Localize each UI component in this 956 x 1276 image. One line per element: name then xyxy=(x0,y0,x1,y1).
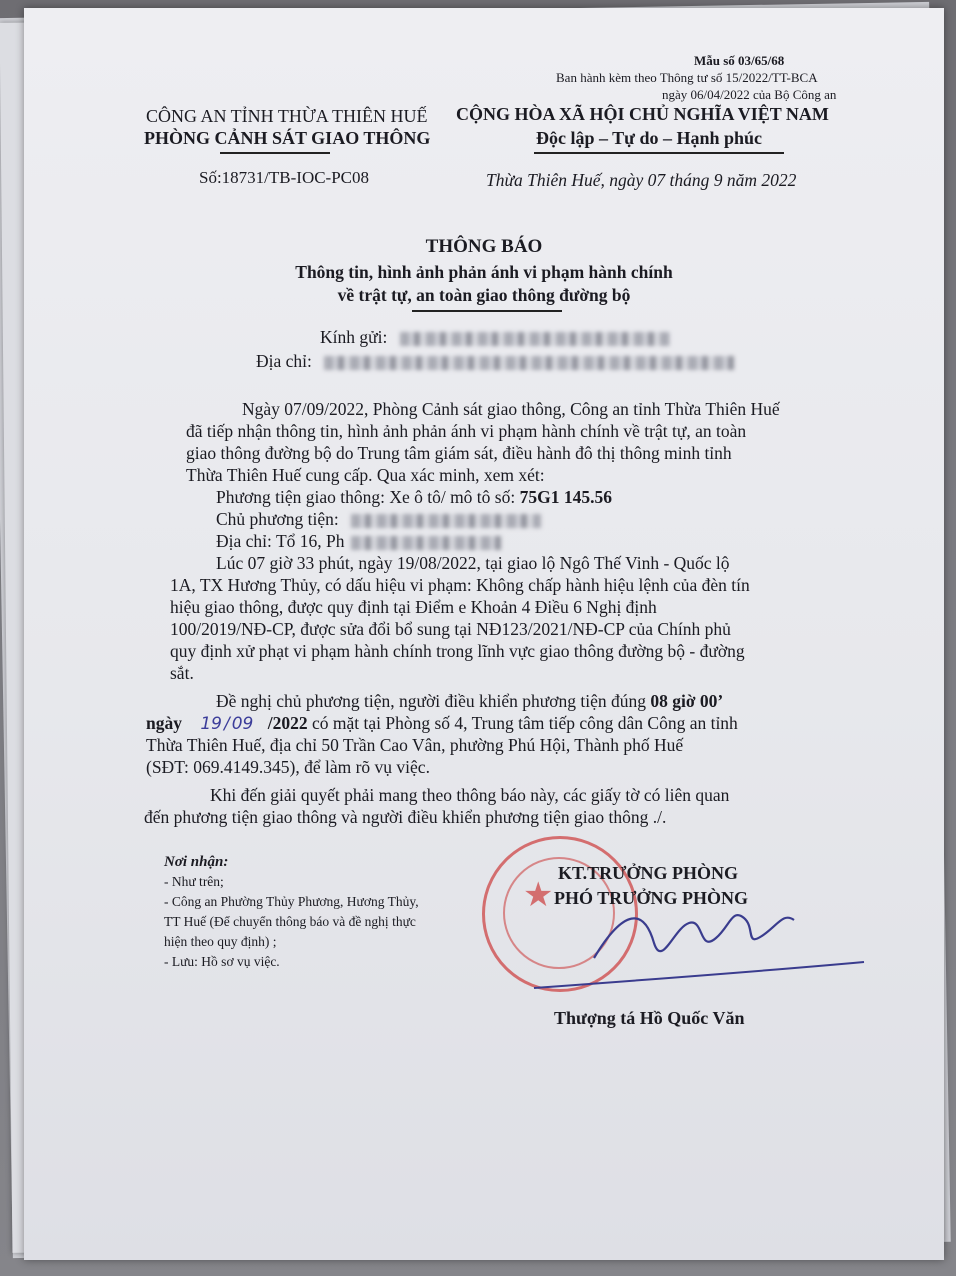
document-page xyxy=(24,8,944,1260)
recipient-label: Kính gửi: xyxy=(320,327,388,347)
form-issued-line1: Ban hành kèm theo Thông tư số 15/2022/TT-BCA xyxy=(556,70,818,85)
title-underline xyxy=(412,310,562,312)
recipient-item-5: - Lưu: Hồ sơ vụ việc. xyxy=(164,954,280,969)
doc-number: Số:18731/TB-IOC-PC08 xyxy=(199,168,370,187)
recipient-item-1: - Như trên; xyxy=(164,874,224,889)
para3-line2: ngày 19 / 09 /2022 có mặt tại Phòng số 4, Trung tâm tiếp công dân Công an tỉnh xyxy=(146,713,738,734)
para2-line1: Lúc 07 giờ 33 phút, ngày 19/08/2022, tại giao lộ Ngô Thế Vinh - Quốc lộ xyxy=(216,553,730,573)
para3-day-label: ngày xyxy=(146,713,182,733)
agency-line1: CÔNG AN TỈNH THỪA THIÊN HUẾ xyxy=(146,106,428,126)
nation-line1: CỘNG HÒA XÃ HỘI CHỦ NGHĨA VIỆT NAM xyxy=(456,104,829,124)
doc-subtitle-line2: về trật tự, an toàn giao thông đường bộ xyxy=(337,285,631,305)
para2-line2: 1A, TX Hương Thủy, có dấu hiệu vi phạm: Không chấp hành hiệu lệnh của đèn tín xyxy=(170,575,750,595)
para3-year: /2022 xyxy=(267,713,308,733)
nation-underline xyxy=(534,152,784,154)
form-code: Mẫu số 03/65/68 xyxy=(694,53,785,68)
doc-subtitle-line1: Thông tin, hình ảnh phản ánh vi phạm hành chính xyxy=(295,262,673,282)
para2-line5: quy định xử phạt vi phạm hành chính trong lĩnh vực giao thông đường bộ - đường xyxy=(170,641,745,661)
para1-line4: Thừa Thiên Huế cung cấp. Qua xác minh, xem xét: xyxy=(186,465,545,485)
owner-label: Chủ phương tiện: xyxy=(216,509,339,529)
para2-line4: 100/2019/NĐ-CP, được sửa đổi bổ sung tại NĐ123/2021/NĐ-CP của Chính phủ xyxy=(170,619,731,639)
address-label: Địa chỉ: xyxy=(256,351,312,371)
owner-address-redacted xyxy=(351,536,501,550)
agency-underline xyxy=(220,152,330,154)
para2-line3: hiệu giao thông, được quy định tại Điểm e Khoản 4 Điều 6 Nghị định xyxy=(170,597,657,617)
para3-line1 xyxy=(216,690,723,712)
vehicle-row xyxy=(216,486,612,508)
para1-line3: giao thông đường bộ do Trung tâm giám sát, điều hành đô thị thông minh tỉnh xyxy=(186,443,732,463)
agency-line2: PHÒNG CẢNH SÁT GIAO THÔNG xyxy=(144,128,431,148)
vehicle-label: Phương tiện giao thông: Xe ô tô/ mô tô số: xyxy=(216,487,516,507)
para4-line1: Khi đến giải quyết phải mang theo thông báo này, các giấy tờ có liên quan xyxy=(210,785,730,805)
recipient-item-3: TT Huế (Để chuyển thông báo và đề nghị thực xyxy=(164,914,416,929)
handwritten-day: 19 xyxy=(200,714,222,734)
seal-star-icon: ★ xyxy=(523,875,554,915)
para2-line6: sắt. xyxy=(170,663,194,683)
recipient-item-4: hiện theo quy định) ; xyxy=(164,934,277,949)
para3-line3: Thừa Thiên Huế, địa chỉ 50 Trần Cao Vân, phường Phú Hội, Thành phố Huế xyxy=(146,735,684,755)
sign-line2: PHÓ TRƯỞNG PHÒNG xyxy=(554,888,749,908)
place-date: Thừa Thiên Huế, ngày 07 tháng 9 năm 2022 xyxy=(486,170,797,190)
para3-line4: (SĐT: 069.4149.345), để làm rõ vụ việc. xyxy=(146,757,430,777)
owner-address-row xyxy=(216,530,501,552)
recipient-item-2: - Công an Phường Thủy Phương, Hương Thủy, xyxy=(164,894,419,909)
para4-line2: đến phương tiện giao thông và người điều khiển phương tiện giao thông ./. xyxy=(144,807,667,827)
sign-line1: KT.TRƯỞNG PHÒNG xyxy=(558,863,738,883)
recipient-row xyxy=(320,326,670,348)
doc-title: THÔNG BÁO xyxy=(425,236,543,257)
para1-line2: đã tiếp nhận thông tin, hình ảnh phản ánh vi phạm hành chính về trật tự, an toàn xyxy=(186,421,747,441)
address-redacted xyxy=(324,356,734,370)
recipients-title: Nơi nhận: xyxy=(164,854,229,870)
handwritten-month: 09 xyxy=(231,714,254,734)
para3-rest: có mặt tại Phòng số 4, Trung tâm tiếp công dân Công an tỉnh xyxy=(312,713,738,733)
address-row xyxy=(256,350,734,372)
para3-start: Đề nghị chủ phương tiện, người điều khiển phương tiện đúng xyxy=(216,691,646,711)
owner-address-label: Địa chỉ: Tổ 16, Ph xyxy=(216,531,345,551)
owner-row xyxy=(216,508,541,530)
handwritten-signature xyxy=(494,888,894,998)
recipient-redacted xyxy=(400,332,670,346)
vehicle-plate: 75G1 145.56 xyxy=(519,487,612,507)
signer-name: Thượng tá Hồ Quốc Văn xyxy=(554,1008,745,1028)
para1-line1: Ngày 07/09/2022, Phòng Cảnh sát giao thông, Công an tỉnh Thừa Thiên Huế xyxy=(242,399,780,419)
para3-time: 08 giờ 00’ xyxy=(650,691,724,711)
form-issued-line2: ngày 06/04/2022 của Bộ Công an xyxy=(662,87,837,102)
nation-line2: Độc lập – Tự do – Hạnh phúc xyxy=(536,128,763,148)
owner-redacted xyxy=(351,514,541,528)
